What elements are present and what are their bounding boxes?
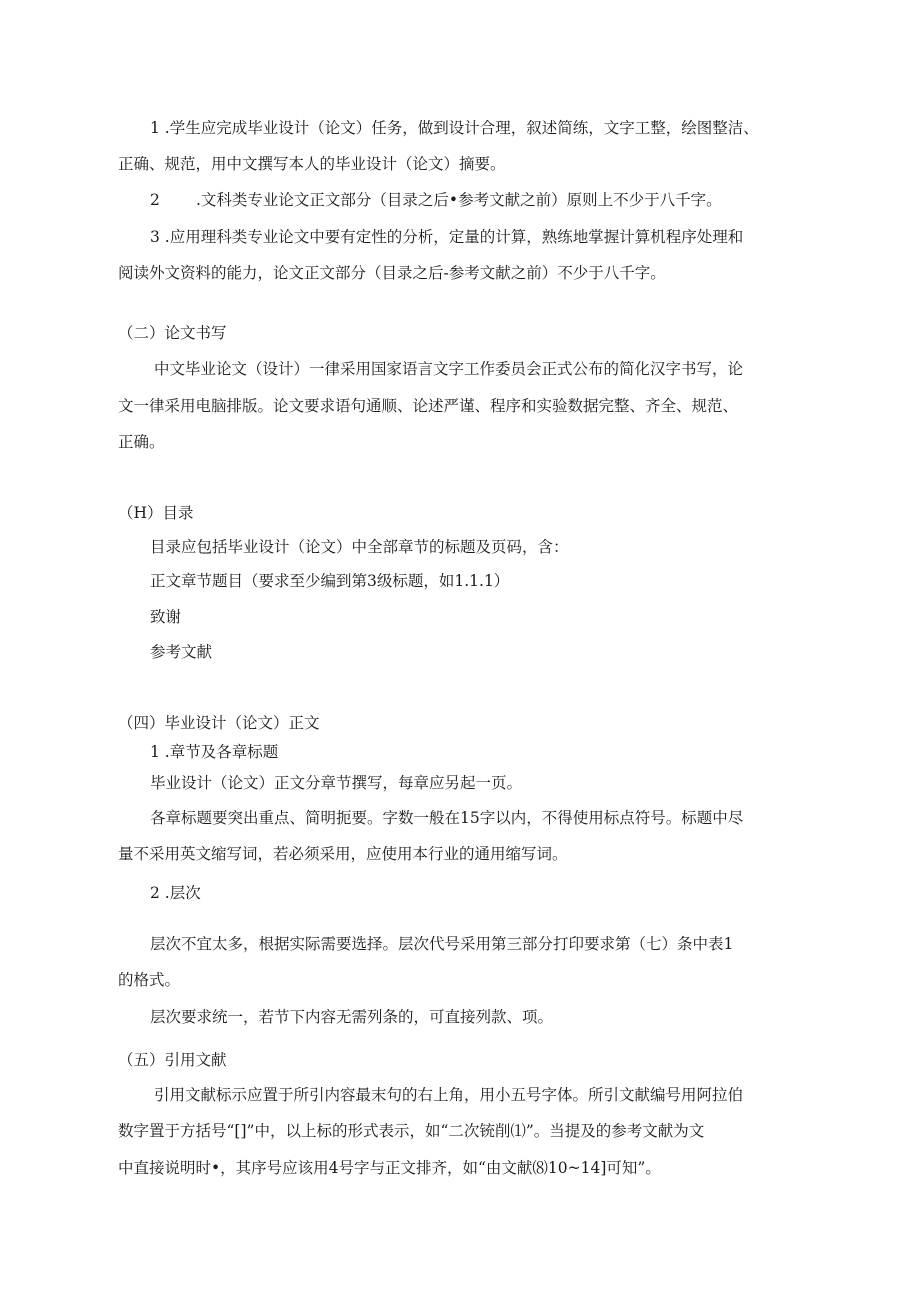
section-heading-citation: （五）引用文献 <box>118 1051 227 1069</box>
toc-item-acknowledgements: 致谢 <box>150 608 182 626</box>
requirement-item-3-line-1: 3 .应用理科类专业论文中要有定性的分析，定量的计算，熟练地掌握计算机程序处理和 <box>150 228 744 246</box>
writing-paragraph-line-3: 正确。 <box>118 433 165 451</box>
body-levels-line-2: 的格式。 <box>118 971 181 989</box>
citation-paragraph-line-2: 数字置于方括号“[]”中，以上标的形式表示，如“二次铳削⑴”。当提及的参考文献为文 <box>118 1122 705 1140</box>
citation-paragraph-line-1: 引用文献标示应置于所引内容最末句的右上角，用小五号字体。所引文献编号用阿拉伯 <box>154 1086 744 1104</box>
body-subheading-chapters: 1 .章节及各章标题 <box>150 743 279 761</box>
requirement-item-1-line-2: 正确、规范，用中文撰写本人的毕业设计（论文）摘要。 <box>118 155 506 173</box>
body-chapters-line-3: 量不采用英文缩写词，若必须采用，应使用本行业的通用缩写词。 <box>118 845 568 863</box>
requirement-item-1-line-1: 1 .学生应完成毕业设计（论文）任务，做到设计合理，叙述简练，文字工整，绘图整洁、 <box>150 119 759 137</box>
toc-item-chapter-titles: 正文章节题目（要求至少编到第3级标题，如1.1.1） <box>150 572 510 590</box>
toc-item-references: 参考文献 <box>150 643 213 661</box>
requirement-item-3-line-2: 阅读外文资料的能力，论文正文部分（目录之后-参考文献之前）不少于八千字。 <box>118 264 666 282</box>
body-levels-line-3: 层次要求统一，若节下内容无需列条的，可直接列款、项。 <box>150 1008 554 1026</box>
citation-paragraph-line-3: 中直接说明时•，其序号应该用4号字与正文排齐，如“由文献⑻10~14]可知”。 <box>118 1159 661 1177</box>
writing-paragraph-line-2: 文一律采用电脑排版。论文要求语句通顺、论述严谨、程序和实验数据完整、齐全、规范、 <box>118 397 739 415</box>
section-heading-body: （四）毕业设计（论文）正文 <box>118 714 320 732</box>
body-levels-line-1: 层次不宜太多，根据实际需要选择。层次代号采用第三部分打印要求第（七）条中表1 <box>150 935 734 953</box>
body-chapters-line-2: 各章标题要突出重点、简明扼要。字数一般在15字以内，不得使用标点符号。标题中尽 <box>150 809 744 827</box>
requirement-item-2-text: .文科类专业论文正文部分（目录之后•参考文献之前）原则上不少于八千字。 <box>196 191 722 209</box>
writing-paragraph-line-1: 中文毕业论文（设计）一律采用国家语言文字工作委员会正式公布的简化汉字书写，论 <box>154 360 744 378</box>
body-subheading-levels: 2 .层次 <box>150 884 201 902</box>
toc-intro: 目录应包括毕业设计（论文）中全部章节的标题及页码，含： <box>150 538 569 556</box>
body-chapters-line-1: 毕业设计（论文）正文分章节撰写，每章应另起一页。 <box>150 774 523 792</box>
section-heading-writing: （二）论文书写 <box>118 324 227 342</box>
requirement-item-2-number: 2 <box>150 191 160 209</box>
section-heading-toc: （H）目录 <box>118 504 194 522</box>
